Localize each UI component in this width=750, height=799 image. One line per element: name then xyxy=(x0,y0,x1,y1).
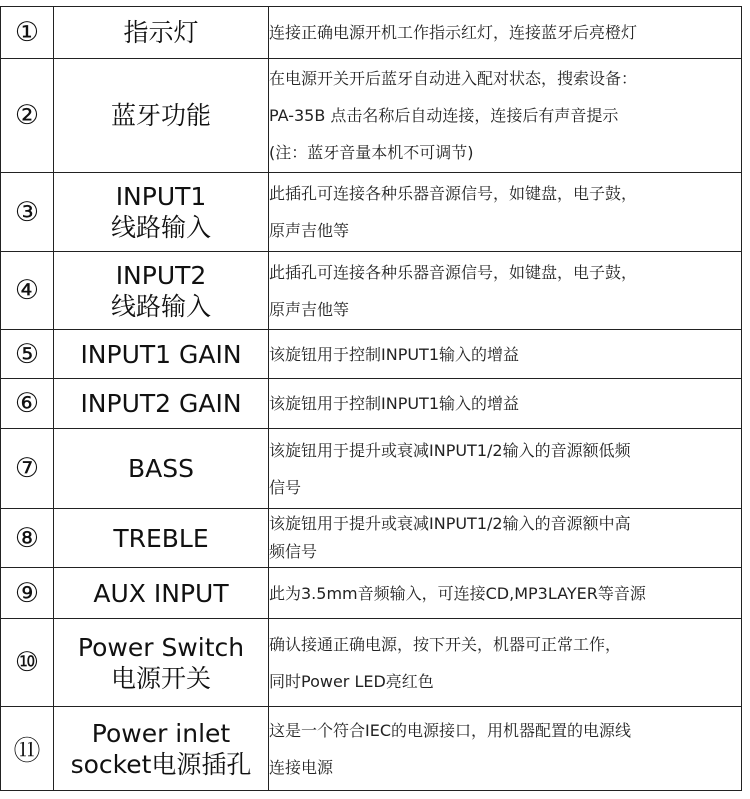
feature-description xyxy=(269,252,742,330)
description-line: 该旋钮用于控制INPUT1输入的增益 xyxy=(269,394,520,413)
row-number: ③ xyxy=(1,173,54,252)
description-line: 在电源开关开后蓝牙自动进入配对状态，搜索设备： xyxy=(269,69,638,88)
description-line: 该旋钮用于提升或衰减INPUT1/2输入的音源额低频 xyxy=(269,440,631,460)
table-row xyxy=(1,509,742,568)
description-line: PA-35B 点击名称后自动连接，连接后有声音提示 xyxy=(269,106,619,125)
feature-name xyxy=(54,59,269,173)
feature-name xyxy=(54,707,269,791)
feature-description xyxy=(269,379,742,429)
row-number: ① xyxy=(1,7,54,59)
description-line: 这是一个符合IEC的电源接口，用机器配置的电源线 xyxy=(269,720,632,740)
feature-description xyxy=(269,707,742,791)
feature-name-line: BASS xyxy=(128,454,194,483)
feature-name xyxy=(54,429,269,509)
row-number: ⑦ xyxy=(1,429,54,509)
feature-name xyxy=(54,173,269,252)
description-line: 连接电源 xyxy=(269,757,334,777)
row-number: ⑨ xyxy=(1,568,54,619)
feature-description xyxy=(269,173,742,252)
feature-name xyxy=(54,330,269,379)
table-row xyxy=(1,252,742,330)
feature-name xyxy=(54,619,269,707)
spec-table-body xyxy=(1,7,742,791)
table-row xyxy=(1,379,742,429)
feature-name xyxy=(54,568,269,619)
row-number: ⑤ xyxy=(1,330,54,379)
feature-name xyxy=(54,379,269,429)
description-line: 此插孔可连接各种乐器音源信号，如键盘，电子鼓， xyxy=(269,184,638,203)
feature-name-line: AUX INPUT xyxy=(93,578,229,608)
feature-name-line: 蓝牙功能 xyxy=(110,101,211,130)
feature-name-line: INPUT2 xyxy=(115,260,207,290)
feature-description xyxy=(269,59,742,173)
feature-description xyxy=(269,7,742,59)
feature-description xyxy=(269,330,742,379)
description-line: (注：蓝牙音量本机不可调节) xyxy=(269,143,474,162)
feature-name xyxy=(54,509,269,568)
feature-name-line: 线路输入 xyxy=(110,213,211,242)
description-line: 此为3.5mm音频输入，可连接CD,MP3LAYER等音源 xyxy=(269,583,646,603)
feature-name-line: Power inlet xyxy=(91,718,231,748)
description-line: 原声吉他等 xyxy=(269,221,350,240)
row-number: ⑥ xyxy=(1,379,54,429)
feature-description xyxy=(269,509,742,568)
table-row xyxy=(1,707,742,791)
description-line: 连接正确电源开机工作指示红灯，连接蓝牙后亮橙灯 xyxy=(269,23,638,42)
feature-name-line: INPUT1 xyxy=(115,182,207,211)
feature-name-line: 线路输入 xyxy=(110,291,211,321)
table-row xyxy=(1,568,742,619)
feature-name-line: 电源开关 xyxy=(110,663,211,693)
feature-name-line: socket电源插孔 xyxy=(70,749,252,779)
row-number: ⑧ xyxy=(1,509,54,568)
table-row xyxy=(1,173,742,252)
feature-name-line: INPUT2 GAIN xyxy=(80,389,242,418)
description-line: 确认接通正确电源，按下开关，机器可正常工作， xyxy=(269,634,622,654)
description-line: 该旋钮用于控制INPUT1输入的增益 xyxy=(269,344,520,364)
feature-name-line: TREBLE xyxy=(113,523,209,553)
table-row xyxy=(1,330,742,379)
spec-table xyxy=(0,6,742,791)
feature-description xyxy=(269,429,742,509)
description-line: 此插孔可连接各种乐器音源信号，如键盘，电子鼓， xyxy=(269,262,638,282)
description-line: 原声吉他等 xyxy=(269,299,350,319)
feature-description xyxy=(269,568,742,619)
row-number: ⑪ xyxy=(1,707,54,791)
description-line: 该旋钮用于提升或衰减INPUT1/2输入的音源额中高 xyxy=(269,514,631,533)
table-row xyxy=(1,59,742,173)
description-line: 信号 xyxy=(269,477,302,497)
feature-name-line: Power Switch xyxy=(77,632,245,662)
feature-description xyxy=(269,619,742,707)
row-number: ④ xyxy=(1,252,54,330)
table-row xyxy=(1,619,742,707)
table-row xyxy=(1,429,742,509)
feature-name-line: 指示灯 xyxy=(123,18,199,47)
table-row xyxy=(1,7,742,59)
row-number: ⑩ xyxy=(1,619,54,707)
feature-name xyxy=(54,252,269,330)
description-line: 频信号 xyxy=(269,542,318,561)
row-number: ② xyxy=(1,59,54,173)
feature-name xyxy=(54,7,269,59)
feature-name-line: INPUT1 GAIN xyxy=(80,339,242,369)
description-line: 同时Power LED亮红色 xyxy=(269,671,434,691)
